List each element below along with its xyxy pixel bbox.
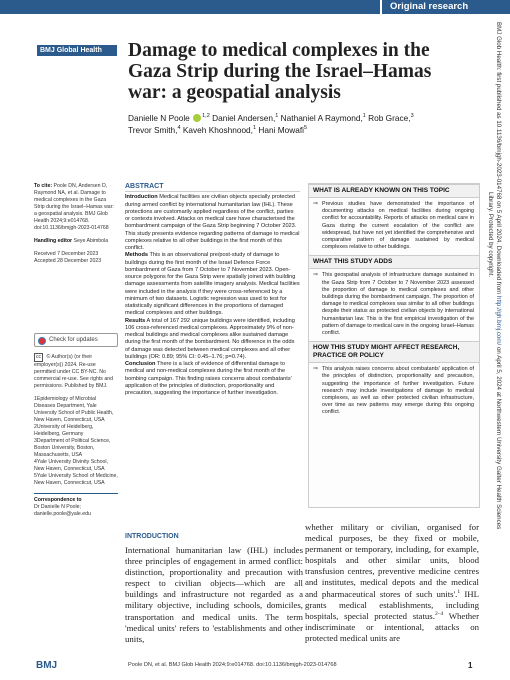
- journal-logo: BMJ Global Health: [37, 45, 117, 56]
- introduction-heading: INTRODUCTION: [125, 533, 179, 540]
- abstract-conclusion: [125, 361, 300, 397]
- intro-col2-part-c: Whether indiscriminate or intentional, attacks on protected medical units are: [305, 610, 479, 643]
- citation-block: [34, 183, 118, 232]
- section-label: Original research: [382, 0, 510, 14]
- arrow-icon: ⇒: [313, 366, 319, 373]
- handling-label: Handling editor: [34, 238, 73, 244]
- known-heading: WHAT IS ALREADY KNOWN ON THIS TOPIC: [309, 184, 479, 198]
- page-footer: [0, 656, 510, 676]
- abstract-conclusion-text: There is a lack of evidence of differential damage to medical and non-medical complexes during the first month of the bombing campaign. This finding raises concerns about combatants' application of the principles of distinction, proportionality and precaution, suggesting the importance of further investigation.: [125, 361, 292, 396]
- notice-text-end: on April 5, 2024 at Northwestern University Galter Health Sciences: [495, 346, 502, 530]
- footer-citation: Poole DN, et al. BMJ Glob Health 2024;9:e014768. doi:10.1136/bmjgh-2023-014768: [128, 662, 337, 668]
- top-bar: [0, 0, 510, 14]
- license-block: [34, 353, 118, 390]
- affiliation-item: 2University of Heidelberg, Heidelberg, Germany: [34, 424, 94, 437]
- dates-block: [34, 251, 118, 265]
- author-name[interactable]: Trevor Smith,: [128, 125, 178, 135]
- check-updates-label: Check for updates: [49, 337, 98, 343]
- reference-marker[interactable]: 2–4: [434, 610, 444, 617]
- author-name[interactable]: Hani Mowafi: [258, 125, 305, 135]
- abstract-introduction: [125, 194, 300, 252]
- abstract-methods: [125, 252, 300, 317]
- correspondence-name: Dr Danielle N Poole;: [34, 504, 81, 510]
- known-text: Previous studies have demonstrated the importance of documenting attacks on medical facilities during ongoing conflict for accountability. Reports of attacks on medical care in Gaza during the current escalation of the conflict are widespread, but have not yet identified the comprehensive and comparative pattern of damage sustained by medical complexes relative to other buildings.: [322, 201, 474, 251]
- abstract-methods-label: Methods: [125, 252, 148, 259]
- download-link[interactable]: http://gh.bmj.com/: [495, 296, 502, 346]
- reference-marker[interactable]: 1: [457, 588, 461, 595]
- cite-label: To cite:: [34, 183, 53, 189]
- abstract-heading: ABSTRACT: [125, 183, 300, 192]
- author-affil: 4: [177, 125, 181, 132]
- author-affil: 3: [410, 113, 414, 120]
- top-bar-stripe: [0, 0, 382, 14]
- author-affil: 1: [362, 113, 366, 120]
- adds-heading: WHAT THIS STUDY ADDS: [309, 255, 479, 269]
- author-affil: 1,2: [202, 113, 210, 120]
- page-number: 1: [468, 661, 473, 670]
- abstract-results-label: Results: [125, 317, 146, 324]
- handling-editor: [34, 238, 118, 245]
- cc-license-icon[interactable]: cc: [36, 354, 41, 360]
- correspondence-label: Correspondence to: [34, 497, 82, 503]
- download-notice-line-2: Library. Protected by copyright.: [487, 192, 494, 278]
- correspondence-email[interactable]: danielle.poole@yale.edu: [34, 511, 91, 517]
- affect-text: This analysis raises concerns about combatants' application of the principles of distinction, proportionality and precaution, suggesting the importance of further investigation. Future research may include investigations of damage to medical complexes, as well as other protected civilian infrastructure, over time as new patterns may emerge during this ongoing conflict.: [322, 366, 474, 416]
- affect-item: [309, 363, 479, 420]
- affect-heading: HOW THIS STUDY MIGHT AFFECT RESEARCH, PRACTICE OR POLICY: [309, 341, 479, 363]
- adds-text: This geospatial analysis of infrastructure damage sustained in the Gaza Strip from 7 October to 7 November 2023 assessed the proportion of damage to medical complexes and other buildings during the bombardment campaign. The proportion of damage to medical complexes was similar to all other buildings despite their status as protected civilian objects by international humanitarian law. This is the first empirical investigation of the pattern of damage to medical care in the ongoing Israel–Hamas conflict.: [322, 272, 474, 337]
- key-messages-box: [308, 183, 480, 508]
- abstract: [125, 183, 300, 397]
- abstract-methods-text: This is an observational pre/post-study of damage to buildings during the first month of the Israel Defence Force bombardment of Gaza from 7 October to 7 November 2023. Open-source polygons for the Gaza Strip were spatially joined with building damage assessments from satellite imagery analysis. Medical facilities were included in the analysis if they were cross-referenced by a minimum of two datasets. Logistic regression was used to test for statistically significant differences in the proportions of damaged medical complexes and other buildings.: [125, 252, 300, 317]
- notice-text: BMJ Glob Health: first published as 10.1136/bmjgh-2023-014768 on 5 April 2024. Downloaded from: [495, 22, 502, 295]
- received-date: Received 7 December 2023: [34, 251, 99, 257]
- affiliation-item: 3Department of Political Science, Boston University, Boston, Massachusetts, USA: [34, 438, 111, 458]
- affiliations: [34, 396, 118, 487]
- abstract-results-text: A total of 167 292 unique buildings were identified, including 106 cross-referenced medical complexes. Approximately 9% of non-medical buildings and medical complexes alike sustained damage during the first month of the bombardment. No difference in the odds of damage was detected between medical complexes and all other buildings (OR: 0.89; 95% CI: 0.45–1.76; p=0.74).: [125, 317, 295, 360]
- orcid-icon[interactable]: [193, 114, 201, 122]
- handling-name: Seye Abimbola: [73, 238, 109, 244]
- adds-item: [309, 269, 479, 341]
- abstract-results: [125, 318, 300, 362]
- author-affil: 1: [275, 113, 279, 120]
- intro-column-2: [305, 522, 479, 644]
- affiliation-item: 5Yale University School of Medicine, New Haven, Connecticut, USA: [34, 473, 118, 486]
- intro-column-1: International humanitarian law (IHL) includes three principles of engagement in armed conflict: distinction, proportionality and precaution with respect to civilian objects—which are all buildings and infrastructure not regarded as a military objective, including schools, domiciles, transportation and medical units. The term 'medical units' refers to 'establishments and other units,: [125, 545, 303, 644]
- correspondence-block: [34, 493, 118, 518]
- affiliation-item: 1Epidemiology of Microbial Diseases Department, Yale University School of Public Health, New Haven, Connecticut, USA: [34, 396, 114, 423]
- author-name[interactable]: Rob Grace,: [368, 113, 411, 123]
- author-affil: 1: [252, 125, 257, 132]
- author-list: [128, 112, 488, 136]
- intro-col2-part-b: IHL grants medical establishments, including hospitals, special protected status.: [305, 588, 479, 621]
- affiliation-item: 4Yale University Divinity School, New Haven, Connecticut, USA: [34, 459, 108, 472]
- abstract-intro-label: Introduction: [125, 194, 158, 201]
- known-item: [309, 198, 479, 255]
- abstract-intro-text: Medical facilities are civilian objects specially protected during armed conflict by international humanitarian law (IHL). These protections are customarily applied regardless of the conflict, parties or contexts involved. Attacks on medical care have characterised the bombardment campaign of the Gaza Strip beginning 7 October 2023. This study presents evidence regarding patterns of damage to medical complexes relative to all other buildings in the first month of this conflict.: [125, 194, 300, 251]
- arrow-icon: ⇒: [313, 201, 319, 207]
- arrow-icon: ⇒: [313, 272, 319, 279]
- article-title: Damage to medical complexes in the Gaza Strip during the Israel–Hamas war: a geospatial analysis: [128, 40, 432, 103]
- download-notice: [487, 22, 502, 652]
- bmj-logo: BMJ: [36, 660, 58, 671]
- author-name[interactable]: Daniel Andersen,: [212, 113, 276, 123]
- check-updates-button[interactable]: [34, 333, 118, 347]
- abstract-conclusion-label: Conclusion: [125, 361, 156, 367]
- cite-text: Poole DN, Andersen D, Raymond NA, et al. Damage to medical complexes in the Gaza Strip during the Israel–Hamas war: a geospatial analysis. BMJ Glob Health 2024;9:e014768. doi:10.1136/bmjgh-2023-014768: [34, 183, 114, 231]
- license-text: © Author(s) (or their employer(s)) 2024. Re-use permitted under CC BY-NC. No commercial re-use. See rights and permissions. Published by BMJ.: [34, 354, 113, 389]
- download-notice-line-1: [495, 22, 502, 652]
- author-affil: 5: [304, 125, 308, 132]
- article-sidebar: [34, 183, 118, 524]
- accepted-date: Accepted 28 December 2023: [34, 258, 102, 264]
- check-updates-icon: [38, 337, 46, 345]
- author-name[interactable]: Kaveh Khoshnood,: [182, 125, 253, 135]
- intro-col2-part-a: whether military or civilian, organised for medical purposes, be they fixed or mobile, permanent or temporary, including, for example, hospitals and other similar units, blood transfusion centres, preventive medicine centres and institutes, medical depots and the medical and pharmaceutical stores of such units'.: [305, 522, 479, 599]
- author-name[interactable]: Nathaniel A Raymond,: [280, 113, 363, 123]
- author-name[interactable]: Danielle N Poole: [128, 113, 190, 123]
